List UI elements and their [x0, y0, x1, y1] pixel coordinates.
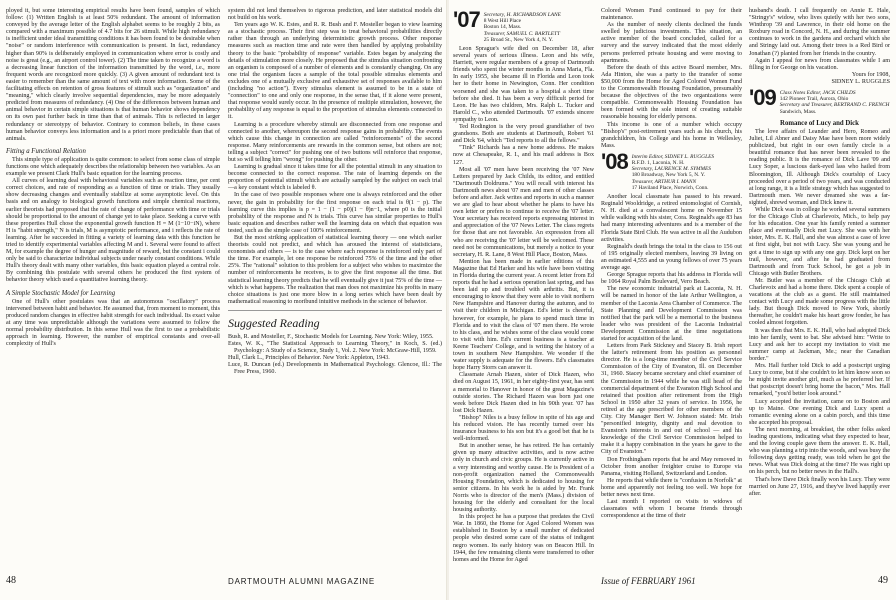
class-info-line: Treasurer, SAMUEL C. BARTLETT — [483, 30, 561, 37]
class-note: Reginald's death brings the total in the class to 156 out of 195 originally elected members, leaving 39 living on an estimated 4,555 and us young fellows of over 75 years average age. — [601, 243, 742, 272]
class-note: Letters from Park Stickney and Stacey B. Irish report the latter's retirement from his position as personnel director. He is a long-time member of the Civil Service Commission of the City of Evanston, Ill. on December 31, 1960. Stacey became secretary and chief examiner of the Commission in 1944 while he was still head of the commercial department of the Evanston High School and retained that position after retirement from the High School in 1950 after 32 years of service. In 1956, he retired at the age prescribed for other members of the City. City Manager Bert W. Johnson stated: Mr. Irish "personified integrity, dignity and real devotion to Evanston's interests in and out of school — and his knowledge of the Civil Service Commission helped to make it a happy combination in the years he gave to the City of Evanston." — [601, 343, 742, 456]
class-note: Again I appeal for news from classmates while I am filling in for George on his vacation. — [749, 57, 890, 71]
class-note: In this project he has a purpose that predates the Civil War. In 1860, the Home for Aged Colored Women was established in Boston by a small number of dedicated people who desired some care of the status of indigent negro women. Its early history was on Beacon Hill. In 1944, the few remaining clients were transferred to other homes and the Home for Aged — [453, 514, 594, 563]
class-header-09 — [749, 85, 890, 115]
class-number: '07 — [453, 7, 480, 32]
right-column-1 — [453, 7, 594, 563]
class-note: "Bishop" Niles is a busy fellow in spite of his age and his reduced vision. He has recently turned over his insurance business to his son but it's a good bet that he is well-informed. — [453, 414, 594, 443]
class-info-line: Secretary, H. RICHARDSON LANE — [483, 12, 561, 18]
class-header-08 — [601, 148, 742, 191]
class-info-line: 25 Broad St., New York 4, N. Y. — [483, 36, 554, 43]
class-info-line: 180 Broadway, New York 5, N. Y. — [631, 172, 706, 179]
class-note: Don Frothingham reports that he and May removed in October from another freighter cruise to Europe via Panama, visiting Holland, Switzerland and London. — [601, 456, 742, 477]
class-note: But in another sense, he has retired. He has certainly given up many attractive activities, and is now active only in church and civic groups. He is currently active in a very interesting and worthy cause. He is President of a non-profit organization named the Commonwealth Housing Foundation, which is dedicated to housing for senior citizens. In his work he is aided by Mr. Frank Norris who is director of the men's (Mass.) division of housing for the elderly and consultant for the local housing authority. — [453, 443, 594, 514]
page-number: 49 — [878, 575, 888, 586]
body-paragraph: Learning is gradual since it takes time for all the potential stimuli in any situation to become connected to the correct response. The rate of learning depends on the proportion of potential stimuli which are actually sampled by the subject on each trial—a key constant which is labeled θ. — [228, 164, 442, 192]
divider — [228, 310, 442, 311]
class-note: George Sprague reports that his address in Florida will be 1064 Royal Palm Boulevard, Vero Beach. — [601, 272, 742, 286]
class-number: '08 — [601, 148, 628, 174]
signoff-line: Yours for 1908, — [851, 71, 890, 78]
class-info-line: 142 Pioneer Trail, Aurora, Ohio — [779, 96, 849, 103]
class-note: Another local classmate has passed to his reward. Reginald Wooldridge, a retired entomologist of Cornish, N. H. died at a convalescent home on November 15 while walking with his sister, Cora. Reginald's age 83 has had many interesting adventures and is a member of the Florida State Bird Club. He was active in all the Audubon activities. — [601, 194, 742, 243]
class-note: Mention has been made in earlier editions of this Magazine that Ed Harker and his wife have been visiting in Florida during the current year. A recent letter from Ed reports that he had a serious operation last spring, and has been laid up and troubled with arthritis. But, it is encouraging to know that they were able to visit northern New Hampshire and Hanover during the autumn, and to visit their children in Michigan. Ed's letter is cheerful, however, for example, he plans to spend much time in Florida and to visit the class of '07 men there. He wrote to his class, and he wishes some of the class would come to visit with him. Ed's current business is a teacher at Keene Teachers' College, and is writing the history of a town in southern New Hampshire. We wonder if the water supply is adequate for the flowers. Ed's classmates hope Harry Storrs can answer it. — [453, 258, 594, 372]
class-info-line: Secretary, LAURENCE M. SYMMES — [631, 166, 712, 173]
class-officers — [632, 152, 714, 191]
class-note: The love affairs of Leander and Hero, Romeo and Juliet, Lil Abner and Daisy Mae have been more widely publicized, but right in our own family circle is a beautiful romance that has never been revealed to the reading public. It is the romance of Dick Lave '09 and Lucy Soper, a luscious dark-eyed lass who hailed from Bloomington, Ill. Although Dick's courtship of Lucy proceeded over a period of two years, and was conducted at long range, it is a little strategy which has suggested to Dartmouth men. We never dreamed she was a far-sighted, shrewd woman, and Dick knew it. — [749, 128, 890, 206]
class-note: Most all '07 men have been receiving the '07 New Letters prepared by Jack Childs, its editor, and entitled "Dartmouth Doldrums." You will recall with interest his Dartmouth news about '07 men and men of other classes before and after. Jack writes and reports in such a manner we are glad to hear about whether he plans to have his own letter or prefers to continue to receive the '07 letter. Your secretary has received reports expressing interest in and appreciation of the '07 News Letter. The class regrets for those that are not favorable. An expression from all who are receiving the '07 letter will be welcomed. These need not be communications, but merely a notice to your secretary, H. R. Lane, 8 West Hill Place, Boston, Mass. — [453, 166, 594, 258]
class-info-line: Secretary and Treasurer, BERTRAND C. FRENCH — [779, 102, 890, 109]
body-paragraph: system did not lend themselves to rigorous prediction, and later statistical models did not build on his work. — [228, 8, 442, 22]
body-paragraph: Learning is a procedure whereby stimuli are disconnected from one response and connected to another, whereupon the second response gains in probability. The events which cause this change in connection are called "reinforcements" of the second response. Many reinforcements are rewards in the common sense, but others are not; telling a subject "correct" for pushing one of two buttons will reinforce that response, but so will telling him "wrong" for pushing the other. — [228, 121, 442, 163]
class-note: Classmate Arnah Hazen, sister of Dick Hazen, who died on August 15, 1961, in her eighty-first year, has sent a memorial to Hanover in honor of the great Magazine's outside stories. The Richard Hazen was born just one week before Dick Hazen died in his 90th year. '07 has lost Dick Hazen. — [453, 372, 594, 414]
class-note: While Dick was in college he worked several summers for the Chicago Club at Charlevoix, Mich., to help pay for his education. One year his family rented a summer place and eventually Dick met Lucy. She was with her sister, Mrs. E. K. Hall, and she was almost a case of love at first sight, but not with Lucy. She was young and he got a time to sign up with any one guy. Dick kept on her trail, however, and after he had graduated from Dartmouth and from Tuck School, he got a job in Chicago with Butler Brothers. — [749, 206, 890, 277]
class-note: Lucy accepted the invitation, came on to Boston and up to Maine. One evening Dick and Lucy spent a romantic evening alone on a cabin porch, and this time she accepted his proposal. — [749, 398, 890, 426]
body-paragraph: This simple type of application is quite common: to select from some class of simple functions one which adequately describes the relationship between two variables. As an example we present Clark Hull's basic equation for the learning process. — [6, 156, 220, 178]
class-note: Leon Sprague's wife died on December 18, after several years of serious illness. Leon and his wife, Harriett, were regular members of a group of Dartmouth friends who spent the winter months in Anna Maria, Fla. In early 1955, she became ill in Florida and Leon took her to their home in Newington, Conn. Her condition worsened and she was taken to a hospital a short time before she died. It has been a very difficult period for Leon. He has two children, Mrs. Ralph L. Tucker and Harold C., who attended Dartmouth. '07 extends sincere sympathy to Leon. — [453, 46, 594, 123]
reference-item: Estes, W. K., "The Statistical Approach to Learning Theory," in Koch, S. (ed.) Psychology: A Study of a Science, Study 1, Vol. 2. New York: McGraw-Hill, 1959. — [228, 341, 442, 355]
class-note: Last month I reported on visits to widows of classmates with whom I became friends through correspondence at the time of their — [601, 499, 742, 520]
class-info-line: Treasurer, ARTHUR I. MANN — [631, 178, 697, 185]
class-note: "Tink" Richards has a new home address. He makes now at Chesapeake, R. I., and his mail address is Box 127. — [453, 145, 594, 166]
section-heading-stochastic: A Simple Stochastic Model for Learning — [6, 289, 116, 297]
right-page — [449, 0, 896, 600]
class-note: Mrs. Hall further told Dick to add a postscript urging Lucy to come, but if she couldn't to let him know soon so he might invite another girl, much as he preferred her. If that postscript doesn't bring home the bacon," Mrs. Hall remarked, "you'd better look around." — [749, 363, 890, 398]
class-info-line: Class Notes Editor, JACK CHILDS — [779, 90, 856, 97]
class-note: He reports that while there is "confusion in Norfolk" at home and apparently not feeling too well. We hope for better news next time. — [601, 477, 742, 499]
class-info-line: Interim Editor, SIDNEY L. RUGGLES — [631, 153, 715, 160]
class-note: Mr. Butler was a member of the Chicago Club at Charlevoix and had a home there. Dick spent a couple of vacations at the club as a guest. He still maintained contact with Lucy and made some progress with the little lady. But though Dick moved to New York, shortly thereafter, he couldn't make his heart grow fonder, he has cooled almost forgotten. — [749, 277, 890, 327]
left-column-2 — [228, 8, 442, 556]
class-note: husband's death. I call frequently on Annie E. Hale, "Stringy's" widow, who lives quietly with her two sons, Winthrop '39 and Lawrence, in their old home on the Roxbury road in Concord, N. H., and during the summer continues to work in the gardens and orchard which she and Stringy laid out. Among their trees is a Red Bird or Jonathan (?) planted from her friends in the country. — [749, 8, 890, 57]
issue-date: Issue of FEBRUARY 1961 — [601, 576, 696, 586]
body-paragraph: Ten years ago W. K. Estes, and R. R. Bush and F. Mosteller began to view learning as a stochastic process. Their first step was to treat behavioral probabilities directly rather than through an underlying deterministic growth process. Other response measures such as reaction time and rate were then handled by applying probability theory to the basic "probability of response" variable. Estes began by analyzing the details of stimulation more closely. He proposed that the stimulus situation confronting an organism is composed of a number of elements and is constantly changing. On any one trial the organism faces a sample of the total possible stimulus elements and excludes one of a mutually exclusive and exhaustive set of responses available to him (including "no action"). Every stimulus element is assumed to be in a state of "connection" to one and only one response, in the sense that, if it alone were present, that response would surely occur. In the presence of multiple stimulation, however, the probability of any response is equal to the proportion of stimulus elements connected to it. — [228, 22, 442, 121]
body-paragraph: All curves of learning deal with behavioral variables such as reaction time, per cent correct choices, and rate of responding as a function of time or trials. They usually show decreasing changes and eventually stabilize at some asymptotic level. On this basis and on analogy to biological growth functions and simple chemical reactions, earlier theorists had proposed that the rate of change of performance with time or trials should be proportional to the amount of change yet to take place. Seeking a curve with these properties Hull chose the exponential growth function H = M (1−10−iN), where H is "habit strength," N is trials, M is asymptotic performance, and i reflects the rate of learning. After he succeeded in fitting a variety of learning data with this function he tried to identify experimental variables affecting M and i. Several were found to affect M, for example the degree of hunger and magnitude of reward, but the constant i could only be said to characterize individual subjects under nearly constant conditions. While Hull's theory dealt with many other variables, this basic equation played a central role. By combining this postulate with several others he produced the first system of behavior theory which used a quantitative learning theory. — [6, 178, 220, 284]
right-column-2 — [601, 8, 742, 556]
class-number: '09 — [749, 85, 776, 111]
left-footer — [6, 575, 16, 586]
class-header-07 — [453, 7, 594, 43]
story-heading: Romance of Lucy and Dick — [780, 119, 859, 127]
page-number: 48 — [6, 575, 16, 586]
suggested-reading-heading: Suggested Reading — [228, 315, 320, 330]
reference-item: Hull, Clark L., Principles of Behavior. New York: Appleton, 1943. — [228, 355, 390, 362]
class-note: Colored Women Fund continued to pay for their maintenance. — [601, 8, 742, 22]
reference-item: Bush, R. and Mosteller, F., Stochastic Models for Learning. New York: Wiley, 1955. — [228, 333, 434, 340]
class-info-line: 17 Haviland Place, Norwich, Conn. — [631, 184, 709, 191]
signoff-name: SIDNEY L. RUGGLES — [831, 78, 890, 85]
class-note: Ted Rodington is the very proud grandfather of two grandsons. Both are students at Dartmouth, Robert '61 and Dick '64, which "Ted reports to all the fellows." — [453, 124, 594, 145]
body-paragraph: In the case of two possible responses where one is always reinforced and the other never, the gain in probability for the first response on each trial is θ(1 − p). The learning curve this implies is p = 1 − (1 − p0)(1 − θ)n−1, where p0 is the initial probability of the response and N is trials. This curve has similar properties to Hull's basic equation and describes rather well the learning data on which that equation was tested, such as the simple case of 100% reinforcement. — [228, 192, 442, 234]
right-footer-number — [878, 575, 888, 586]
body-paragraph: One of Hull's other postulates was that an autonomous "oscillatory" process intervened between habit and behavior. He assumed that, from moment to moment, this produced random changes in effective habit strength for each individual. Its exact value at any time was unpredictable although the variations were assumed to follow the normal probability distribution. In this sense Hull was the first to use a probabilistic approach in learning. However, the number of empirical constants and over-all complexity of Hull's — [6, 298, 220, 348]
class-note: It was then that Mrs. E. K. Hall, who had adopted Dick into her family, went to bat. She advised him: "Write to Lucy and ask her to accept my invitation to visit me summer camp at Jackman, Me.; near the Canadian border." — [749, 327, 890, 362]
class-note: That's how Dave Dick finally won his Lucy. They were married on June 27, 1916, and they've lived happily ever after. — [749, 476, 890, 497]
reference-item: Luce, R. Duncan (ed.) Developments in Mathematical Psychology. Glencoe, Ill.: The Free Press, 1960. — [228, 362, 442, 376]
magazine-title: DARTMOUTH ALUMNI MAGAZINE — [228, 577, 375, 586]
class-note: Before the death of this active Board member, Mrs. Ada Hinton, she was a party to the transfer of some $50,000 from the Home for Aged Colored Women Fund to the Commonwealth Housing Foundation, presumably because the objectives of the two organizations were compatible. Commonwealth Housing Foundation has been formed with the sole intent of creating suitable reasonable housing for elderly persons. — [601, 64, 742, 121]
class-info-line: Sandwich, Mass. — [779, 108, 817, 115]
class-info-line: 8 West Hill Place — [483, 18, 522, 25]
body-paragraph: But the most striking application of statistical learning theory — one which earlier theorists could not predict, and which has aroused the interest of statisticians, economists and others — is to the case where each response is reinforced only part of the time. For example, let one response be reinforced 75% of the time and the other 25%. The "rational" solution to this problem for a subject who wishes to maximize the number of reinforcements he receives, is to give the first response all the time. But statistical learning theory predicts that he will eventually give it just 75% of the time — which is what happens. The realization that man does not maximize his profits in many choice situations is just one more blow in a long series which have been dealt by mathematical reasoning to moribund intuitive methods in the science of behavior. — [228, 235, 442, 305]
right-column-3 — [749, 8, 890, 556]
right-footer-issue — [601, 576, 696, 586]
class-note: The new economic industrial park at Laconia, N. H. will be named in honor of the late Arthur Wellington, a member of the Laconia Area Chamber of Commerce. The State Planning and Development Commission was notified that the park will be a memorial to the business leader who was president of the Laconia Industrial Development Commission at the time negotiations started for acquisition of the land. — [601, 286, 742, 342]
left-page — [0, 0, 447, 600]
left-column-1 — [6, 8, 220, 556]
class-note: This income is one of a number which occupy "Bishop's" post-retirement years such as his church, his grandchildren, his College and his home in Wellesley, Mass. — [601, 121, 742, 149]
section-heading-fitting: Fitting a Functional Relation — [6, 147, 86, 155]
class-officers — [780, 88, 890, 115]
left-footer-magazine — [228, 576, 375, 586]
body-paragraph: ployed it, but some interesting empirical results have been found, samples of which follow: (1) Written English is at least 50% redundant. The amount of information conveyed by the average letter of the English alphabet seems to be roughly 2 bits, as compared with a maximum possible of 4.7 bits for 26 stimuli. While high redundancy is inefficient under ideal transmitting conditions it has been found to be desirable when "noise" or random interference with communication is present. In fact, redundancy higher than 90% is deliberately employed in communication where error is costly and noise is great (e.g., an airport control tower). (2) The time taken to recognize a word is a decreasing linear function of the information transmitted by the word, i.e., more frequent words are recognized more quickly. (3) A given amount of redundant text is easier to remember than the same amount of text with more information. Some of the facilitating effects on retention of gross features of stimuli such as "organization" and "meaning," which clearly involve sequential dependencies, may be more adequately predicted from measures of redundancy. (4) One of the differences between human and animal behavior in certain simple situations is that human behavior shows dependency on its own past further back in time than that of animals. This is reflected in larger redundancy or stereotypy of behavior. Contrary to common beliefs, in these cases human behavior conveys less information and is a priori more predictable than that of animals. — [6, 8, 220, 142]
class-info-line: R.F.D. 1, Laconia, N. H. — [631, 160, 685, 167]
class-note: As the number of needy clients declined the funds swelled by judicious investments. This situation, an active member of the board concluded, called for a survey and the survey indicated that the most elderly persons preferred private housing and were moving to apartments. — [601, 22, 742, 64]
class-note: The next morning, at breakfast, the other folks asked leading questions, indicating what they expected to hear, and the loving couple gave them the answer. E. K. Hall, who was planning a trip into the woods, and was busy the following days getting ready, was told when he got the news. What was Dick doing at the time? He was right up on his perch, but no better news in the Hall's. — [749, 426, 890, 476]
class-info-line: Boston 14, Mass. — [483, 24, 522, 31]
class-officers — [484, 10, 561, 43]
